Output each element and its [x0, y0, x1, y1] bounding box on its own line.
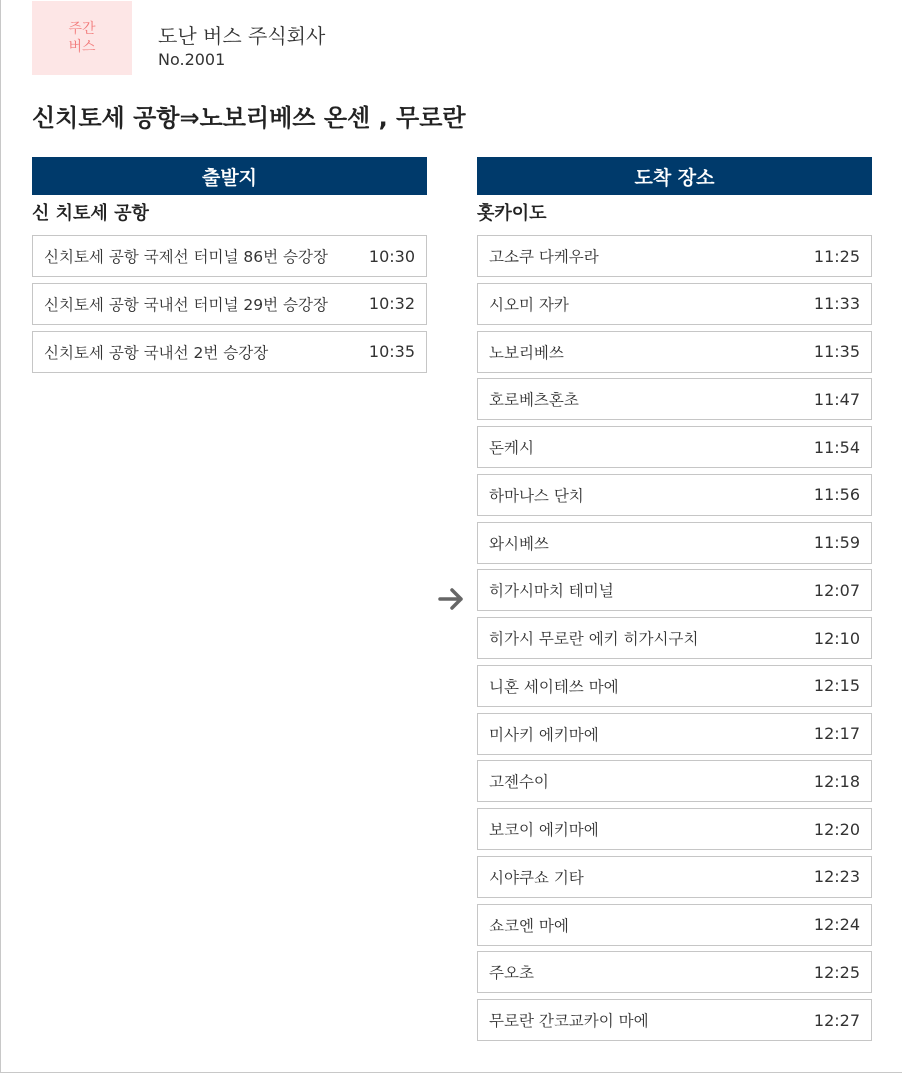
stop-time: 12:15	[813, 676, 860, 696]
arrival-column	[477, 157, 872, 1047]
stop-name: 쇼코엔 마에	[489, 916, 569, 935]
stop-time: 12:18	[813, 771, 860, 791]
stop-row	[32, 283, 427, 325]
stop-name: 주오초	[489, 964, 534, 983]
stop-row	[477, 235, 872, 277]
stop-time: 11:54	[813, 437, 860, 457]
stop-row	[477, 331, 872, 373]
departure-header: 출발지	[32, 157, 427, 195]
stop-name: 시오미 자카	[489, 295, 569, 314]
stop-time: 12:10	[813, 628, 860, 648]
stop-name: 와시베쓰	[489, 534, 549, 553]
company-name: 도난 버스 주식회사	[158, 24, 326, 48]
stop-name: 고젠수이	[489, 773, 549, 792]
stop-name: 신치토세 공항 국내선 터미널 29번 승강장	[44, 295, 328, 314]
stop-row	[477, 713, 872, 755]
stop-time: 12:17	[813, 724, 860, 743]
stop-time: 11:59	[813, 533, 860, 552]
arrival-region: 홋카이도	[477, 203, 547, 224]
departure-column	[32, 157, 427, 378]
stop-row	[32, 235, 427, 277]
stop-row	[477, 426, 872, 468]
stop-name: 고소쿠 다케우라	[489, 248, 599, 266]
stop-name: 신치토세 공항 국제선 터미널 86번 승강장	[44, 248, 328, 266]
route-number: No.2001	[158, 50, 226, 69]
stop-row	[477, 808, 872, 850]
stop-name: 호로베츠혼초	[489, 391, 579, 410]
stop-name: 신치토세 공항 국내선 2번 승강장	[44, 343, 269, 362]
stop-time: 12:27	[813, 1010, 860, 1030]
stop-time: 12:25	[813, 962, 860, 982]
stop-row	[477, 856, 872, 898]
stop-time: 10:30	[368, 246, 415, 266]
stop-name: 시야쿠쇼 기타	[489, 868, 584, 887]
arrival-header: 도착 장소	[477, 157, 872, 195]
stop-row	[477, 522, 872, 564]
stop-name: 보코이 에키마에	[489, 821, 599, 839]
stop-time: 12:07	[813, 580, 860, 600]
stop-time: 12:20	[813, 819, 860, 839]
stop-time: 11:33	[813, 294, 860, 314]
stop-time: 11:47	[813, 389, 860, 409]
stop-name: 돈케시	[489, 439, 534, 457]
stop-row	[477, 474, 872, 516]
route-title: 신치토세 공항⇒노보리베쓰 온센 , 무로란	[32, 104, 466, 132]
stop-row	[477, 760, 872, 802]
stop-row	[477, 951, 872, 993]
stop-time: 11:25	[813, 246, 860, 266]
stop-row	[477, 283, 872, 325]
stop-time: 12:24	[813, 915, 860, 934]
stop-time: 10:35	[368, 342, 415, 361]
stop-name: 히가시마치 테미널	[489, 582, 614, 601]
stop-time: 12:23	[813, 867, 860, 887]
arrival-stop-list	[477, 235, 872, 1041]
departure-stop-list	[32, 235, 427, 373]
departure-region: 신 치토세 공항	[32, 203, 149, 224]
stop-time: 11:56	[813, 485, 860, 505]
daytime-bus-badge	[32, 1, 132, 75]
stop-name: 미사키 에키마에	[489, 725, 599, 744]
badge-line-2: 버스	[68, 39, 96, 55]
stop-name: 히가시 무로란 에키 히가시구치	[489, 630, 699, 648]
stop-name: 노보리베쓰	[489, 343, 564, 362]
stop-row	[477, 569, 872, 611]
stop-name: 무로란 간코교카이 마에	[489, 1012, 649, 1030]
stop-row	[477, 904, 872, 946]
stop-name: 하마나스 단치	[489, 486, 584, 505]
stop-name: 니혼 세이테쓰 마에	[489, 677, 619, 696]
stop-row	[477, 665, 872, 707]
stop-row	[477, 617, 872, 659]
stop-row	[477, 999, 872, 1041]
stop-row	[32, 331, 427, 373]
badge-line-1: 주간	[68, 21, 96, 37]
right-arrow-icon	[437, 584, 467, 614]
stop-row	[477, 378, 872, 420]
stop-time: 10:32	[368, 294, 415, 314]
stop-time: 11:35	[813, 342, 860, 361]
